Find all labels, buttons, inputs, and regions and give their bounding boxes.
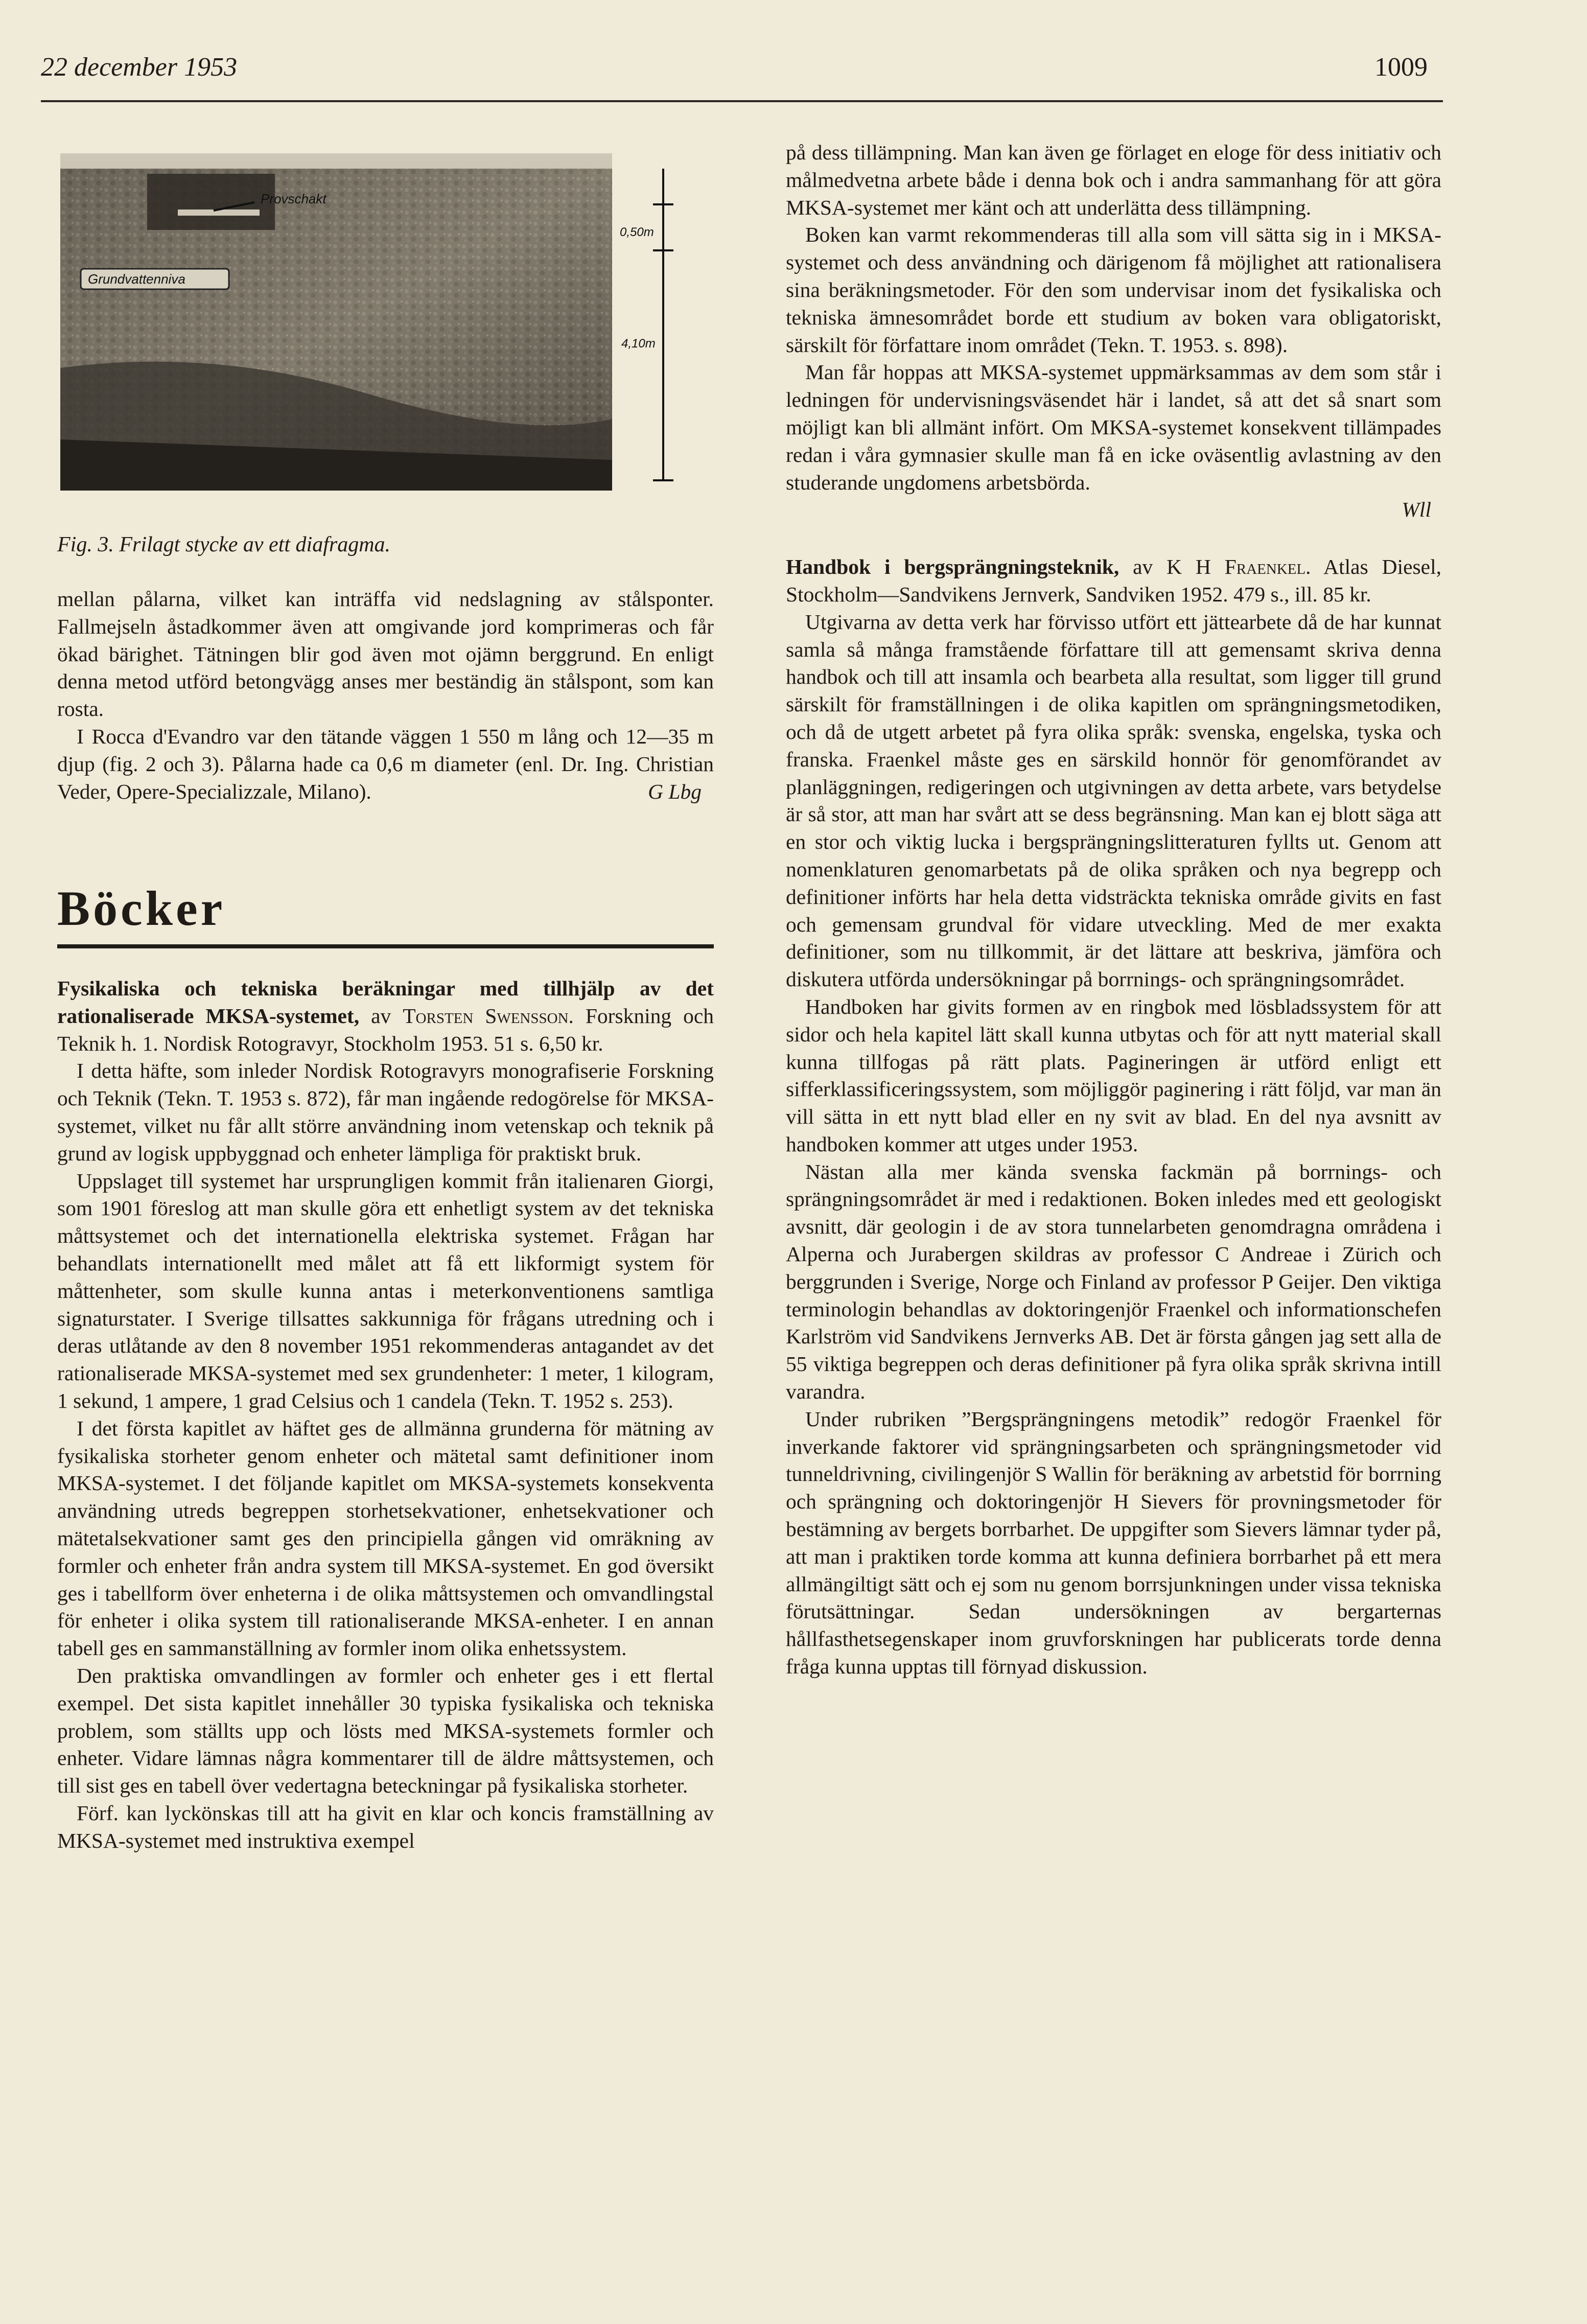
paragraph: Boken kan varmt rekommenderas till alla som vill sätta sig in i MKSA-systemet och dess användning och därigenom få möjlighet att rationalisera sina beräkningsmetoder. För den som undervisar inom det fysikaliska och tekniska ämnesområdet borde ett studium av boken vara obligatoriskt, särskilt för författare inom området (Tekn. T. 1953. s. 898). <box>786 223 1441 357</box>
diaphragm-photo-illustration <box>60 153 719 491</box>
trial-shaft <box>147 174 275 230</box>
paragraph: I Rocca d'Evandro var den tätande väggen 1 550 m lång och 12—35 m djup (fig. 2 och 3). Pålarna hade ca 0,6 m diameter (enl. Dr. Ing. Christian Veder, Opere-Specializzale, Milano). G Lbg <box>57 723 714 805</box>
paragraph: på dess tillämpning. Man kan även ge förlaget en eloge för dess initiativ och målmedvetna arbete både i denna bok och i andra sammanhang för att göra MKSA-systemet mer känt och att underlätta dess tillämpning. <box>786 141 1441 219</box>
article-continuation <box>57 586 714 805</box>
paragraph: Nästan alla mer kända svenska fackmän på borrnings- och sprängningsområdet är med i redaktionen. Boken inledes med ett geologiskt avsnitt, där geologin i de av stora tunnelarbeten genomdragna områdena i Alperna och Jurabergen skildras av professor C Andreae i Zürich och berggrunden i Sverige, Norge och Finland av professor P Geijer. Den viktiga terminologin behandlas av doktoringenjör Fraenkel och informationschefen Karlström vid Sandvikens Jernverks AB. Det är första gången jag sett alla de 55 viktiga begreppen och deras definitioner på fyra olika språk skrivna intill varandra. <box>786 1159 1441 1404</box>
paragraph: Handboken har givits formen av en ringbok med lösbladssystem för att sidor och hela kapitel lätt skall kunna utbytas och för att nytt material skall kunna tillfogas på rätt plats. Pagineringen är utförd enligt ett sifferklassificeringssystem, som möjliggör paginering i rätt följd, var man än vill sätta in ett nytt blad eller en ny svit av blad. En del nya avsnitt av handboken kommer att utges under 1953. <box>786 994 1441 1156</box>
paragraph: I det första kapitlet av häftet ges de allmänna grunderna för mätning av fysikaliska storheter genom enheter och mätetal samt definitioner inom MKSA-systemet. I det följande kapitlet om MKSA-systemets konsekventa användning utreds begreppen storhetsekvationer, enhetsekvationer och mätetalsekvationer samt ges den principiella gången vid omräkning av formler och enheter från andra system till MKSA-systemet. En god översikt ges i tabellform över enheterna i de olika måttsystemen och omvandlingstal för enheter i olika system till rationaliserande MKSA-enheter. I en annan tabell ges en sammanställning av formler inom olika enhetssystem. <box>57 1416 714 1660</box>
running-header-date: 22 december 1953 <box>41 53 238 82</box>
label-provschakt: Provschakt <box>261 191 326 206</box>
book-author: Torsten Swensson. <box>403 1004 574 1028</box>
book-publication: Forskning och Teknik h. 1. Nordisk Rotogravyr, Stockholm 1953. 51 s. 6,50 kr. <box>57 1004 714 1055</box>
paragraph: Man får hoppas att MKSA-systemet uppmärksammas av dem som står i ledningen för undervisningsväsendet här i landet, så att det så snart som möjligt kan bli allmänt infört. Om MKSA-systemet konsekvent tillämpades redan i våra gymnasier skulle man få en icke oväsentlig avlastning av den studerande ungdomens arbetsbörda. <box>786 360 1441 494</box>
figure-photo <box>60 153 719 491</box>
review-heading: Handbok i bergsprängningsteknik, av K H Fraenkel. Atlas Diesel, Stockholm—Sandvikens Jernverk, Sandviken 1952. 479 s., ill. 85 kr. <box>786 555 1441 606</box>
section-title: Böcker <box>57 881 226 936</box>
book-title: Fysikaliska och tekniska beräkningar med tillhjälp av det rationaliserade MKSA-systemet, <box>57 977 714 1028</box>
paragraph: I detta häfte, som inleder Nordisk Rotogravyrs monografiserie Forskning och Teknik (Tekn. T. 1953 s. 872), får man ingående redogörelse för MKSA-systemet, vilket nu får allt större användning inom vetenskap och teknik på grund av logisk uppbyggnad och enheter lämpliga för praktiskt bruk. <box>57 1059 714 1165</box>
review-heading: Fysikaliska och tekniska beräkningar med tillhjälp av det rationaliserade MKSA-systemet, av Torsten Swensson. Forskning och Teknik h. 1. Nordisk Rotogravyr, Stockholm 1953. 51 s. 6,50 kr. <box>57 977 714 1055</box>
author-signature: G Lbg <box>648 779 702 803</box>
label-grundvattenniva: Grundvattenniva <box>88 271 185 287</box>
section-rule <box>57 944 714 948</box>
book-title: Handbok i bergsprängningsteknik, <box>786 555 1119 579</box>
figure-caption: Fig. 3. Frilagt stycke av ett diafragma. <box>57 533 391 556</box>
paragraph: Utgivarna av detta verk har förvisso utfört ett jättearbete då de har kunnat samla så många framstående författare till att gemensamt skriva denna handbok och till att insamla och bearbeta alla resultat, som ligger till grund särskilt för framställningen i de olika kapitlen om sprängningsmetodiken, och då de utgett arbetet på fyra olika språk: svenska, engelska, tyska och franska. Fraenkel måste ges en särskild honnör för genomförandet av planläggningen, redigeringen och utgivningen av detta arbete, vars betydelse är så stor, att man har svårt att se dess begränsning. Man kan ej blott säga att en stor och viktig lucka i bergsprängningslitteraturen fyllts ut. Genom att nomenklaturen genomarbetats på de olika språken och nya begrepp och definitioner införts har hela detta vidsträckta tekniska område givits en fast och gemensam grundval för vidare utveckling. Med de mer exakta definitioner, som nu tillkommit, är det lättare att beskriva, jämföra och diskutera utförda undersökningar på borrnings- och sprängningsområdet. <box>786 610 1441 991</box>
book-review-1 <box>57 975 714 1855</box>
book-publication: Atlas Diesel, Stockholm—Sandvikens Jernverk, Sandviken 1952. 479 s., ill. 85 kr. <box>786 555 1441 606</box>
paragraph: mellan pålarna, vilket kan inträffa vid nedslagning av stålsponter. Fallmejseln åstadkommer även att omgivande jord komprimeras och får ökad bärighet. Tätningen blir god även mot ojämn berggrund. En enligt denna metod utförd betongvägg anses mer beständig än stålspont, som kan rosta. <box>57 587 714 721</box>
label-depth-050: 0,50m <box>620 225 654 239</box>
paragraph: Under rubriken ”Bergsprängningens metodik” redogör Fraenkel för inverkande faktorer vid sprängningsarbeten och sprängningsmetoder vid tunneldrivning, civilingenjör S Wallin för beräkning av arbetstid för borrning och sprängning och doktoringenjör H Sievers för provningsmetoder för bestämning av bergets borrbarhet. De uppgifter som Sievers lämnar tyder på, att man i praktiken torde komma att kunna definiera borrbarhet på ett mera allmängiltigt sätt och ej som nu genom borrsjunkningen under vissa tekniska förutsättningar. Sedan undersökningen av bergarternas hållfasthetsegenskaper inom gruvforskningen har publicerats torde denna fråga kunna upptas till förnyad diskussion. <box>786 1407 1441 1679</box>
label-depth-410: 4,10m <box>621 337 656 351</box>
page-number: 1009 <box>1374 53 1428 82</box>
book-author: Fraenkel. <box>1224 555 1311 579</box>
paragraph: Den praktiska omvandlingen av formler och enheter ges i ett flertal exempel. Det sista kapitlet innehåller 30 typiska fysikaliska och tekniska problem, som ställts upp och lösts med MKSA-systemets formler och enheter. Vidare lämnas några kommentarer till de äldre måttsystemen, och till sist ges en tabell över vedertagna beteckningar på fysikaliska storheter. <box>57 1663 714 1798</box>
paragraph: Förf. kan lyckönskas till att ha givit en klar och koncis framställning av MKSA-systemet med instruktiva exempel <box>57 1801 714 1852</box>
header-rule <box>41 100 1443 102</box>
paragraph: Uppslaget till systemet har ursprungligen kommit från italienaren Giorgi, som 1901 föreslog att man skulle göra ett enhetligt system av det tekniska måttsystemet och det internationella elektriska systemet. Frågan har behandlats internationellt med målet att få ett likformigt system för måttenheter, som skulle kunna antas i meterkonventionens samtliga signaturstater. I Sverige tillsattes sakkunniga för frågans utredning och i deras utlåtande av den 8 november 1951 rekommenderas antagandet av det rationaliserade MKSA-systemet med sex grundenheter: 1 meter, 1 kilogram, 1 sekund, 1 ampere, 1 grad Celsius och 1 candela (Tekn. T. 1952 s. 253). <box>57 1169 714 1412</box>
right-column <box>786 139 1441 1681</box>
review-signature: Wll <box>1402 498 1431 522</box>
